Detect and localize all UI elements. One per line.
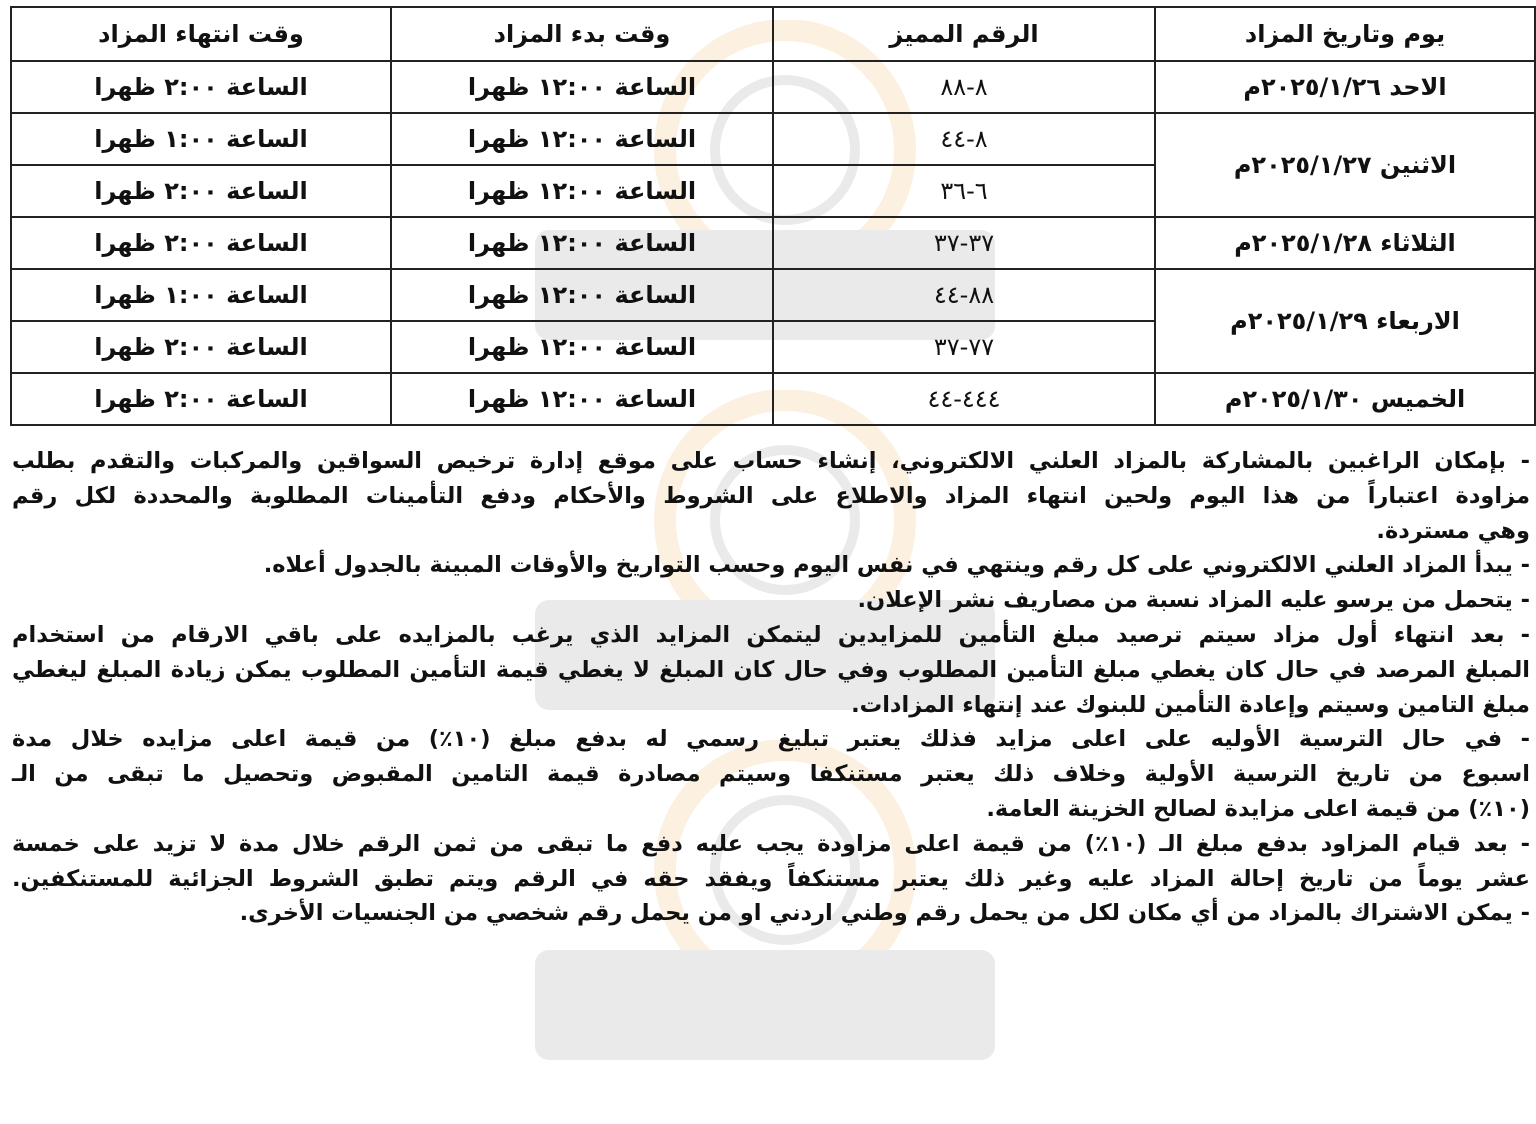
note-line: - بعد قيام المزاود بدفع مبلغ الـ (١٠٪) من قيمة اعلى مزاودة يجب عليه دفع ما تبقى من ثمن الرقم خلال مدة لا تزيد على خمسة (12, 830, 1531, 857)
auction-date-cell: الاثنين ٢٠٢٥/١/٢٧م (1155, 113, 1535, 217)
note-line: مزاودة اعتباراً من هذا اليوم ولحين انتهاء المزاد والاطلاع على الشروط والأحكام ودفع التأمينات المطلوبة والمحددة لكل رقم (12, 482, 1530, 509)
note-line: اسبوع من تاريخ الترسية الأولية وخلاف ذلك يعتبر مستنكفا وسيتم مصادرة قيمة التامين المقبوض وتحصيل ما تبقى من الـ (12, 761, 1530, 788)
note-line: - يتحمل من يرسو عليه المزاد نسبة من مصاريف نشر الإعلان. (857, 587, 1530, 614)
plate-number-cell: ٧٧-٣٧ (773, 321, 1155, 373)
auction-date-cell: الاحد ٢٠٢٥/١/٢٦م (1155, 61, 1535, 113)
end-time-cell: الساعة ٢:٠٠ ظهرا (11, 61, 391, 113)
auction-date-cell: الاربعاء ٢٠٢٥/١/٢٩م (1155, 269, 1535, 373)
end-time-cell: الساعة ٢:٠٠ ظهرا (11, 165, 391, 217)
auction-notes (12, 444, 1530, 931)
table-row (11, 113, 1535, 165)
auction-date-cell: الخميس ٢٠٢٥/١/٣٠م (1155, 373, 1535, 425)
note-line: - يبدأ المزاد العلني الالكتروني على كل رقم وينتهي في نفس اليوم وحسب التواريخ والأوقات المبينة بالجدول أعلاه. (263, 552, 1530, 579)
header-date: يوم وتاريخ المزاد (1155, 7, 1535, 61)
plate-number-cell: ٣٧-٣٧ (773, 217, 1155, 269)
end-time-cell: الساعة ١:٠٠ ظهرا (11, 269, 391, 321)
table-row (11, 61, 1535, 113)
table-body (11, 61, 1535, 425)
note-line: - يمكن الاشتراك بالمزاد من أي مكان لكل من يحمل رقم وطني اردني او من يحمل رقم شخصي من الجنسيات الأخرى. (239, 900, 1530, 927)
note-line: - بإمكان الراغبين بالمشاركة بالمزاد العلني الالكتروني، إنشاء حساب على موقع إدارة ترخيص السواقين والمركبات والتقدم بطلب (12, 448, 1530, 474)
note-line: - في حال الترسية الأوليه على اعلى مزايد فذلك يعتبر تبليغ رسمي له بدفع مبلغ (١٠٪) من قيمة اعلى مزايده خلال مدة (12, 726, 1530, 753)
table-row (11, 269, 1535, 321)
end-time-cell: الساعة ٢:٠٠ ظهرا (11, 321, 391, 373)
start-time-cell: الساعة ١٢:٠٠ ظهرا (391, 217, 773, 269)
start-time-cell: الساعة ١٢:٠٠ ظهرا (391, 165, 773, 217)
end-time-cell: الساعة ٢:٠٠ ظهرا (11, 373, 391, 425)
start-time-cell: الساعة ١٢:٠٠ ظهرا (391, 61, 773, 113)
start-time-cell: الساعة ١٢:٠٠ ظهرا (391, 373, 773, 425)
plate-number-cell: ٦-٣٦ (773, 165, 1155, 217)
plate-number-cell: ٨-٨٨ (773, 61, 1155, 113)
table-row (11, 373, 1535, 425)
table-row (11, 217, 1535, 269)
table-header-row (11, 7, 1535, 61)
start-time-cell: الساعة ١٢:٠٠ ظهرا (391, 113, 773, 165)
note-line: (١٠٪) من قيمة اعلى مزايدة لصالح الخزينة العامة. (986, 795, 1530, 822)
plate-number-cell: ٤٤٤-٤٤ (773, 373, 1155, 425)
start-time-cell: الساعة ١٢:٠٠ ظهرا (391, 321, 773, 373)
start-time-cell: الساعة ١٢:٠٠ ظهرا (391, 269, 773, 321)
header-number: الرقم المميز (773, 7, 1155, 61)
header-start-time: وقت بدء المزاد (391, 7, 773, 61)
note-line: - بعد انتهاء أول مزاد سيتم ترصيد مبلغ التأمين للمزايدين ليتمكن المزايد الذي يرغب بالمزايده على باقي الارقام من استخدام (12, 621, 1530, 648)
auction-date-cell: الثلاثاء ٢٠٢٥/١/٢٨م (1155, 217, 1535, 269)
note-line: مبلغ التامين وسيتم وإعادة التأمين للبنوك عند إنتهاء المزادات. (851, 691, 1530, 718)
end-time-cell: الساعة ١:٠٠ ظهرا (11, 113, 391, 165)
note-line: المبلغ المرصد في حال كان يغطي مبلغ التأمين المطلوب وفي حال كان المبلغ لا يغطي قيمة التأمين المطلوب يمكن زيادة المبلغ ليغطي (12, 656, 1530, 683)
plate-number-cell: ٨٨-٤٤ (773, 269, 1155, 321)
header-end-time: وقت انتهاء المزاد (11, 7, 391, 61)
end-time-cell: الساعة ٢:٠٠ ظهرا (11, 217, 391, 269)
note-line: عشر يوماً من تاريخ إحالة المزاد عليه وغير ذلك يعتبر مستنكفاً ويفقد حقه في الرقم ويتم تطبق الشروط الجزائية للمستنكفين. (12, 865, 1530, 892)
plate-number-cell: ٨-٤٤ (773, 113, 1155, 165)
auction-schedule-table (10, 6, 1536, 426)
note-line: وهي مستردة. (1376, 517, 1530, 544)
